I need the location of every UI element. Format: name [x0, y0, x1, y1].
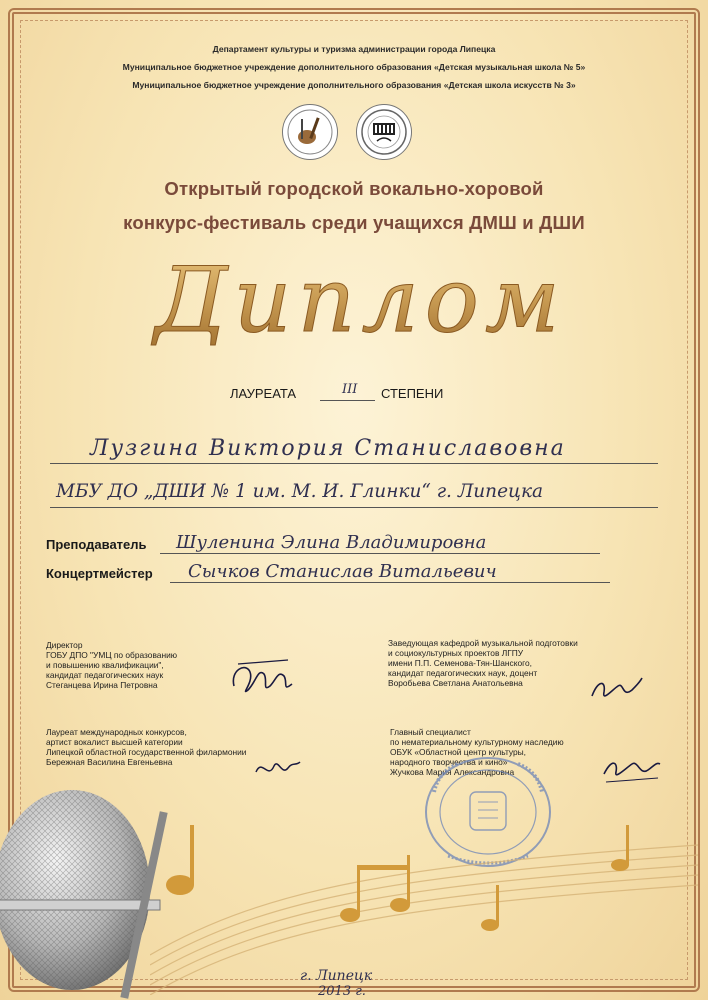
chief-specialist-signature-icon	[600, 752, 662, 788]
degree-prefix: ЛАУРЕАТА	[230, 386, 297, 401]
diploma-title	[120, 243, 600, 363]
head-department-line: кандидат педагогических наук, доцент	[388, 668, 538, 678]
art-school-logo-icon	[356, 104, 412, 160]
laureate-signature-icon	[252, 752, 302, 784]
laureate-line: Бережная Василина Евгеньевна	[46, 757, 173, 767]
head-department-line: Заведующая кафедрой музыкальной подготовки	[388, 638, 578, 648]
head-department-line: и социокультурных проектов ЛГПУ	[388, 648, 524, 658]
recipient-school: МБУ ДО „ДШИ № 1 им. М. И. Глинки“ г. Липецка	[56, 481, 544, 502]
contest-title-line-2: конкурс-фестиваль среди учащихся ДМШ и ДШИ	[123, 212, 585, 233]
chief-specialist-line: по нематериальному культурному наследию	[390, 737, 564, 747]
recipient-school-underline	[50, 507, 658, 508]
teacher-underline	[160, 553, 600, 554]
degree-suffix: СТЕПЕНИ	[381, 386, 444, 401]
chief-specialist-line: Жучкова Мария Александровна	[390, 767, 515, 777]
signatory-director	[46, 640, 246, 690]
laureate-line: Лауреат международных конкурсов,	[46, 727, 187, 737]
director-line: кандидат педагогических наук	[46, 670, 164, 680]
director-signature-icon	[228, 656, 298, 702]
place-city: г. Липецк	[300, 968, 373, 984]
place-year: 2013 г.	[318, 984, 366, 999]
music-staff-decoration-icon	[150, 805, 698, 995]
teacher-label: Преподаватель	[46, 537, 147, 552]
header-line-3: Муниципальное бюджетное учреждение дополнительного образования «Детская школа искусств № 3»	[132, 80, 576, 90]
laureate-line: Липецкой областной государственной филармонии	[46, 747, 247, 757]
teacher-name: Шуленина Элина Владимировна	[176, 532, 487, 553]
header-line-1: Департамент культуры и туризма администрации города Липецка	[212, 44, 496, 54]
contest-title-line-1: Открытый городской вокально-хоровой	[164, 178, 544, 199]
degree-value: III	[342, 382, 358, 397]
recipient-name-underline	[50, 463, 658, 464]
head-department-line: имени П.П. Семенова-Тян-Шанского,	[388, 658, 532, 668]
header-line-2: Муниципальное бюджетное учреждение дополнительного образования «Детская музыкальная школа № 5»	[122, 62, 586, 72]
accompanist-name: Сычков Станислав Витальевич	[188, 561, 497, 582]
head-department-signature-icon	[588, 672, 644, 706]
laureate-line: артист вокалист высшей категории	[46, 737, 183, 747]
recipient-name: Лузгина Виктория Станиславовна	[90, 436, 566, 461]
director-line: ГОБУ ДПО "УМЦ по образованию	[46, 650, 178, 660]
chief-specialist-line: ОБУК «Областной центр культуры,	[390, 747, 526, 757]
director-line: Директор	[46, 640, 83, 650]
degree-underline	[320, 400, 375, 401]
accompanist-underline	[170, 582, 610, 583]
head-department-line: Воробьева Светлана Анатольевна	[388, 678, 523, 688]
diploma-word: Диплом	[154, 248, 566, 353]
music-school-logo-icon	[282, 104, 338, 160]
accompanist-label: Концертмейстер	[46, 566, 153, 581]
chief-specialist-line: Главный специалист	[390, 727, 471, 737]
director-line: и повышению квалификации",	[46, 660, 164, 670]
chief-specialist-line: народного творчества и кино»	[390, 757, 508, 767]
director-line: Стеганцева Ирина Петровна	[46, 680, 158, 690]
